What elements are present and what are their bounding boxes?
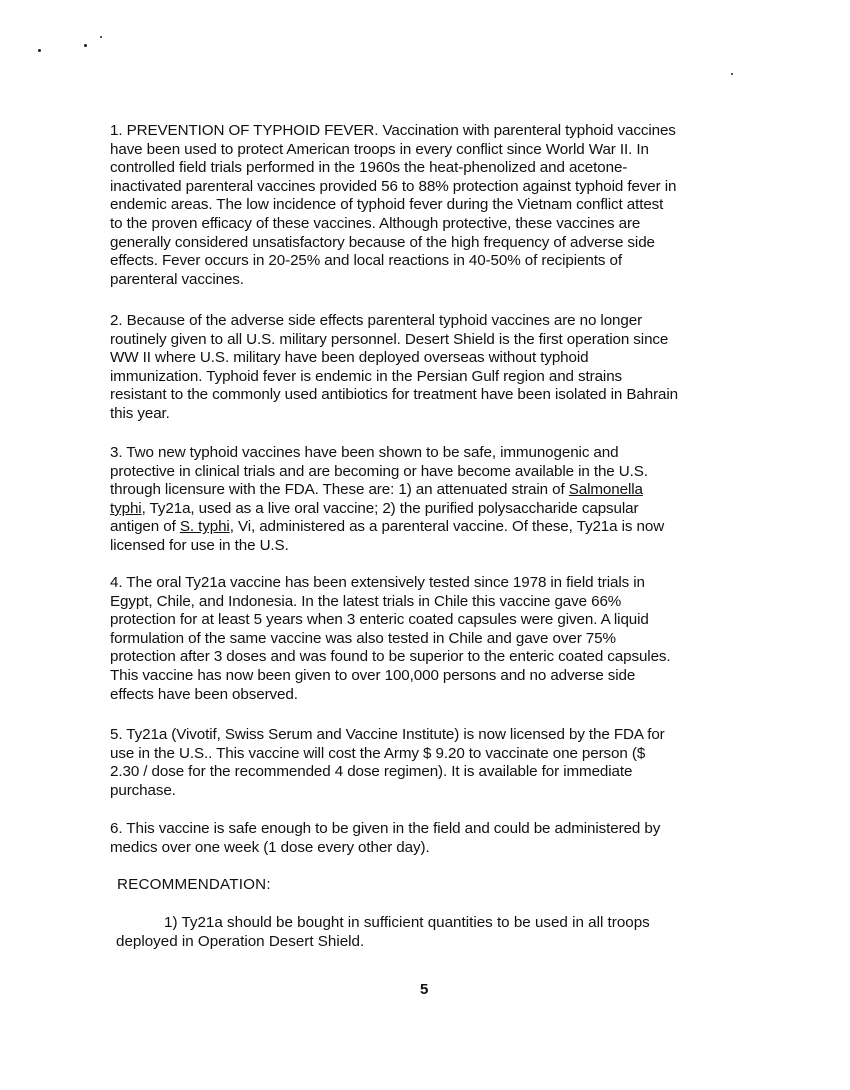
paragraph-3: [110, 444, 748, 556]
text-segment: , Vi, administered as a parenteral vaccine. Of these, Ty21a is now: [229, 518, 665, 536]
text-line: [110, 500, 748, 519]
text-line: This vaccine has now been given to over 100,000 persons and no adverse side: [110, 666, 636, 684]
text-line: controlled field trials performed in the 1960s the heat-phenolized and acetone-: [110, 159, 628, 177]
paragraph-1: [110, 122, 748, 289]
scan-speck: [100, 36, 102, 38]
paragraph-5: [110, 726, 748, 800]
species-name: typhi: [110, 499, 142, 517]
text-line: this year.: [110, 404, 170, 422]
paragraph-2: [110, 312, 748, 424]
text-line: licensed for use in the U.S.: [110, 536, 289, 554]
recommendation-heading: RECOMMENDATION:: [117, 876, 271, 893]
scan-speck: [84, 44, 87, 47]
text-line: use in the U.S.. This vaccine will cost the Army $ 9.20 to vaccinate one person ($: [110, 744, 646, 762]
text-line: 2.30 / dose for the recommended 4 dose regimen). It is available for immediate: [110, 763, 633, 781]
text-segment: antigen of: [110, 518, 180, 536]
text-line: endemic areas. The low incidence of typhoid fever during the Vietnam conflict attest: [110, 196, 664, 214]
text-line: parenteral vaccines.: [110, 270, 244, 288]
scan-speck: [38, 49, 41, 52]
text-line: WW II where U.S. military have been deployed overseas without typhoid: [110, 349, 589, 367]
text-line: 5. Ty21a (Vivotif, Swiss Serum and Vaccine Institute) is now licensed by the FDA for: [110, 726, 665, 743]
text-line: routinely given to all U.S. military personnel. Desert Shield is the first operation since: [110, 330, 669, 348]
text-line: immunization. Typhoid fever is endemic in the Persian Gulf region and strains: [110, 367, 623, 385]
text-line: [110, 481, 748, 500]
text-line: generally considered unsatisfactory because of the high frequency of adverse side: [110, 233, 655, 251]
text-line: [110, 518, 748, 537]
text-line: effects have been observed.: [110, 685, 298, 703]
text-line: purchase.: [110, 781, 176, 799]
text-line: 6. This vaccine is safe enough to be given in the field and could be administered by: [110, 820, 661, 837]
recommendation-item: [116, 914, 746, 951]
page-number: 5: [420, 981, 429, 998]
paragraph-4: [110, 574, 748, 704]
text-line: deployed in Operation Desert Shield.: [116, 932, 365, 950]
text-segment: , Ty21a, used as a live oral vaccine; 2) the purified polysaccharide capsular: [141, 499, 639, 517]
text-line: inactivated parenteral vaccines provided 56 to 88% protection against typhoid fever in: [110, 177, 677, 195]
text-line: protective in clinical trials and are becoming or have become available in the U.S.: [110, 462, 648, 480]
text-line: have been used to protect American troops in every conflict since World War II. In: [110, 140, 649, 158]
text-line: protection after 3 doses and was found to be superior to the enteric coated capsules.: [110, 648, 671, 666]
text-line: Egypt, Chile, and Indonesia. In the latest trials in Chile this vaccine gave 66%: [110, 592, 622, 610]
text-line: 2. Because of the adverse side effects parenteral typhoid vaccines are no longer: [110, 312, 643, 329]
text-line: to the proven efficacy of these vaccines. Although protective, these vaccines are: [110, 214, 641, 232]
text-line: medics over one week (1 dose every other day).: [110, 838, 430, 856]
species-name: S. typhi: [179, 518, 230, 536]
text-segment: through licensure with the FDA. These are: 1) an attenuated strain of: [110, 481, 569, 499]
text-line: 4. The oral Ty21a vaccine has been extensively tested since 1978 in field trials in: [110, 574, 645, 591]
text-line: 1) Ty21a should be bought in sufficient quantities to be used in all troops: [164, 914, 650, 931]
text-line: 3. Two new typhoid vaccines have been shown to be safe, immunogenic and: [110, 444, 619, 461]
text-line: protection for at least 5 years when 3 enteric coated capsules were given. A liquid: [110, 611, 649, 629]
text-line: formulation of the same vaccine was also tested in Chile and gave over 75%: [110, 629, 616, 647]
text-line: 1. PREVENTION OF TYPHOID FEVER. Vaccination with parenteral typhoid vaccines: [110, 122, 676, 139]
scan-speck: [731, 73, 733, 75]
species-name: Salmonella: [568, 481, 643, 499]
text-line: effects. Fever occurs in 20-25% and local reactions in 40-50% of recipients of: [110, 252, 622, 270]
paragraph-6: [110, 820, 748, 857]
text-line: resistant to the commonly used antibiotics for treatment have been isolated in Bahrain: [110, 386, 678, 404]
